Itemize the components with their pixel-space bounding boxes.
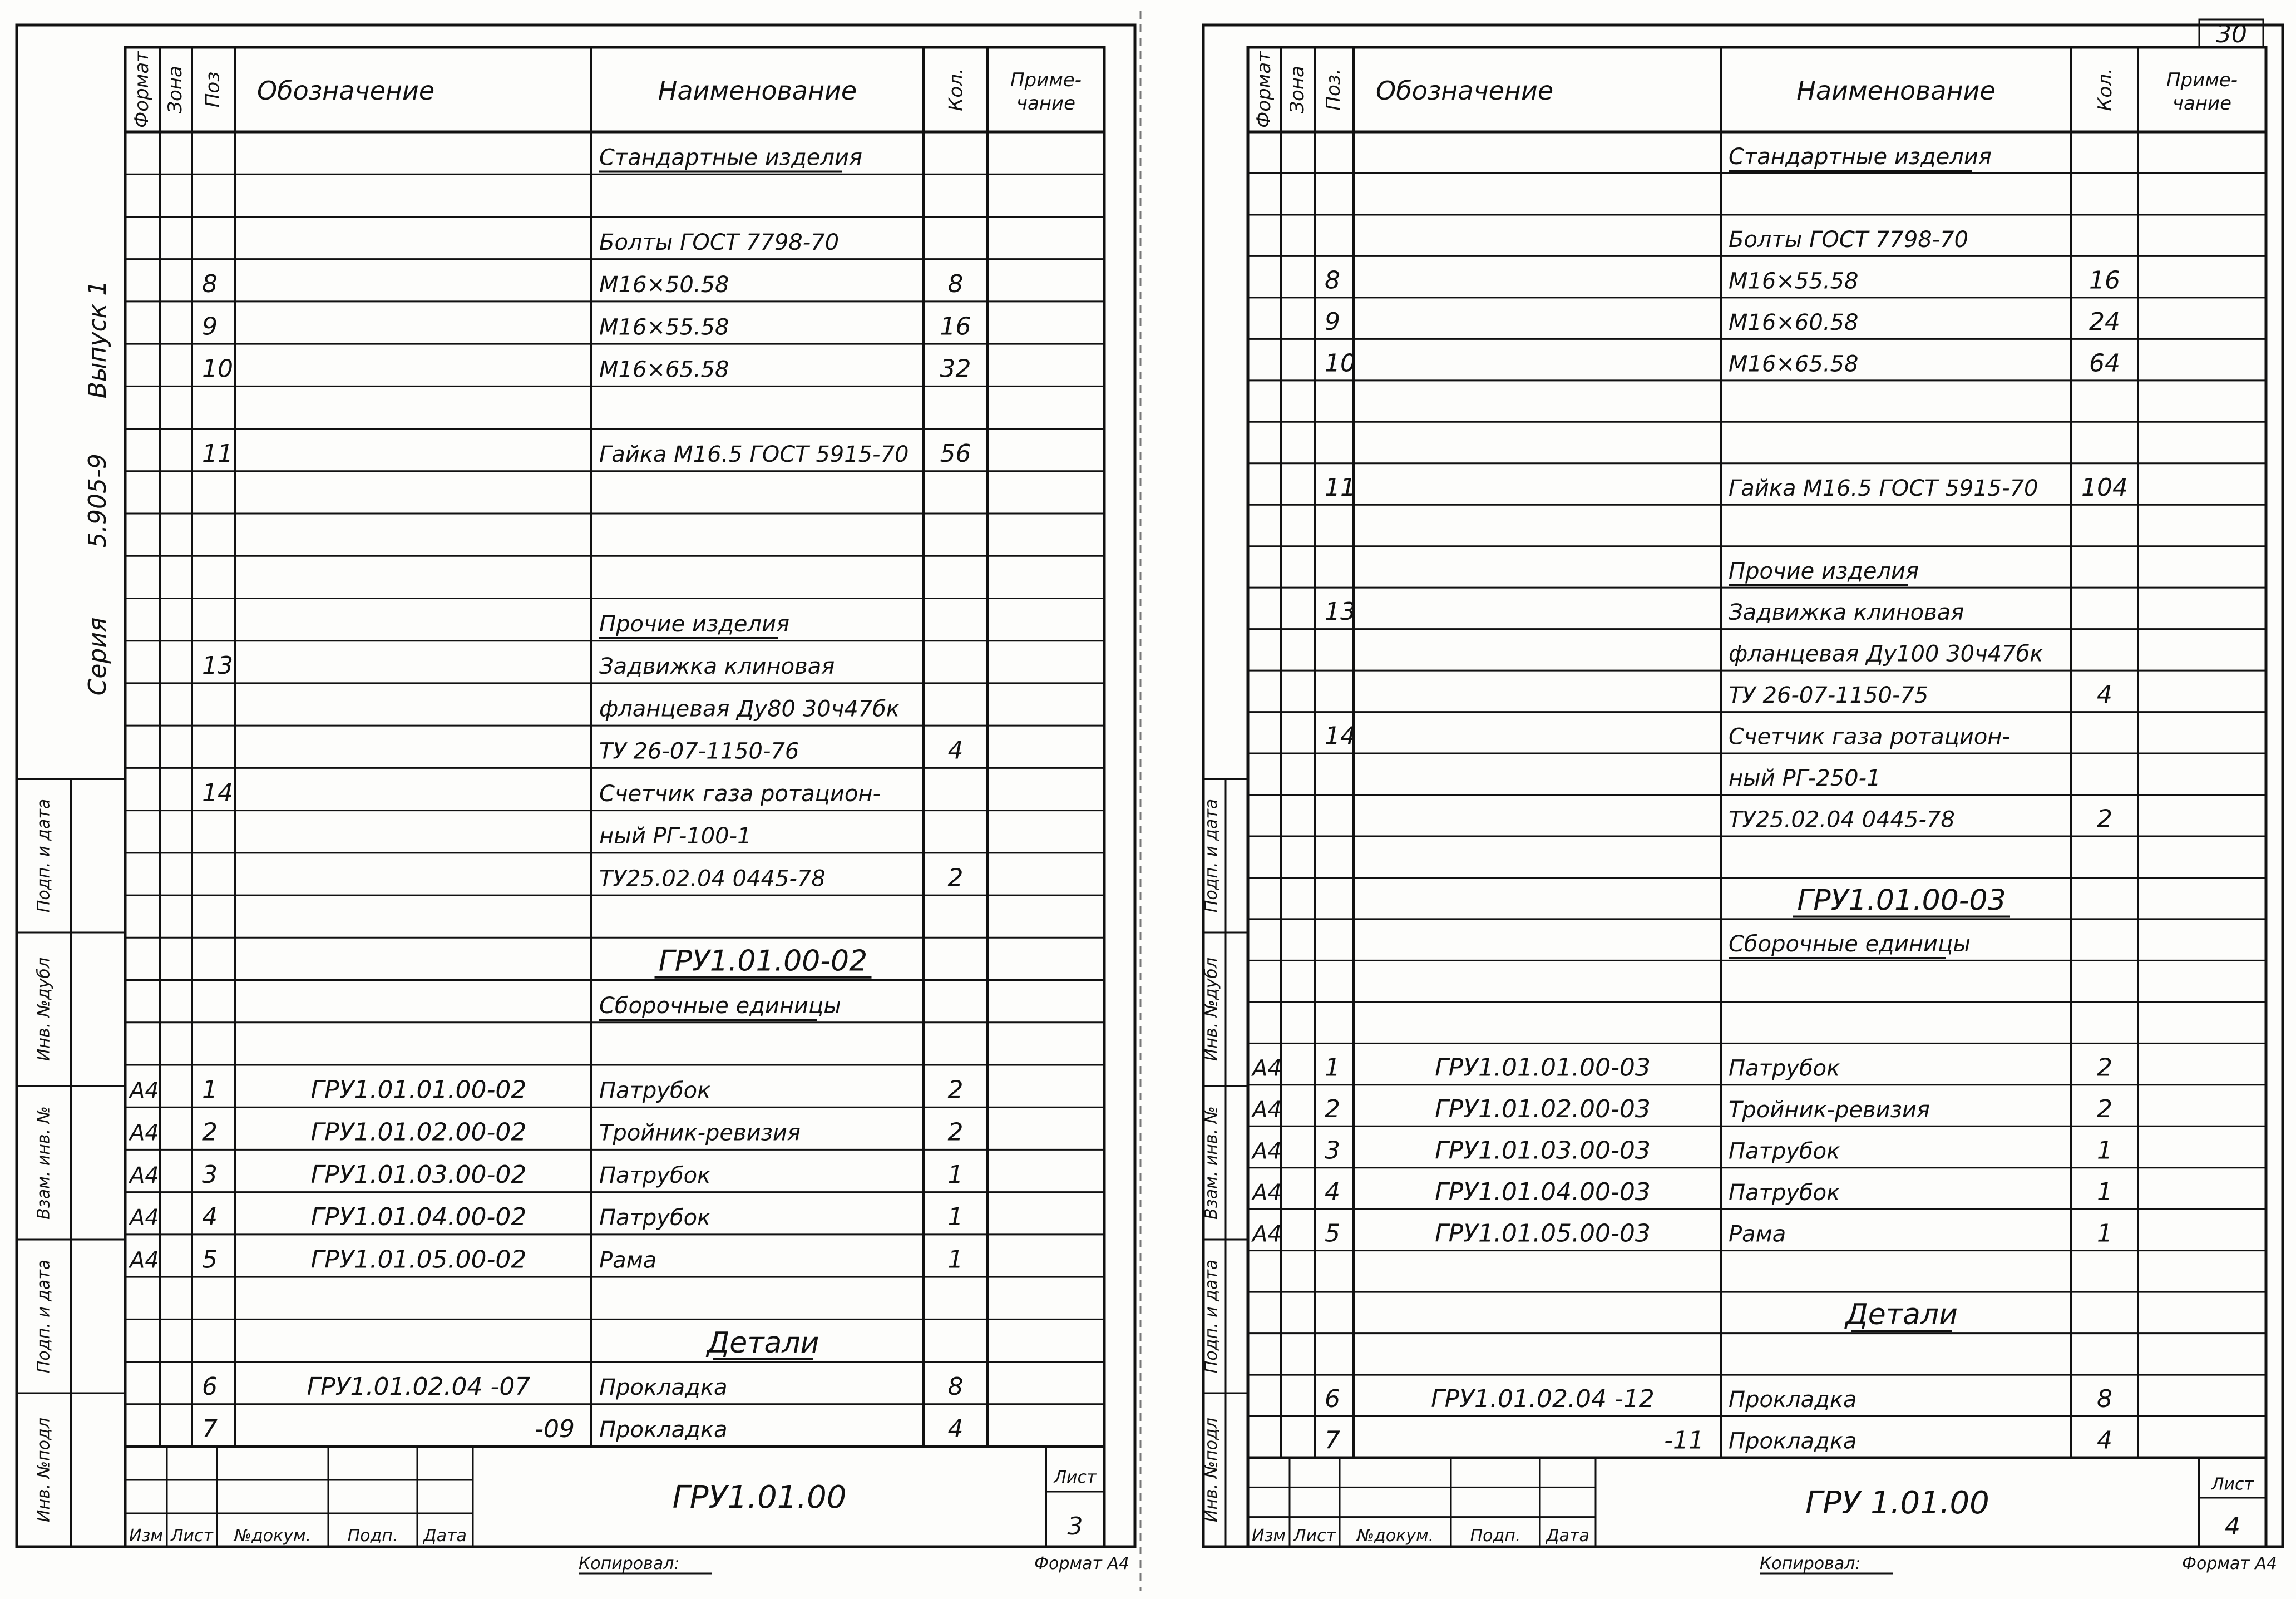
sheet-label: Лист [2211,1474,2254,1494]
row-name: Прокладка [1729,1387,1857,1413]
row-name: Задвижка клиновая [1729,600,1964,626]
header-note-2: чание [1016,92,1076,115]
row-position: 2 [1325,1094,1340,1123]
table-row [599,993,841,1020]
footer-copied: Копировал: [1760,1554,1861,1573]
row-position: 14 [1325,722,1356,751]
specification-sheet-4 [1148,0,2296,1599]
row-quantity: 16 [2089,266,2120,295]
row-name: Прокладка [599,1417,728,1443]
row-position: 7 [1325,1426,1340,1455]
row-name: М16×65.58 [1729,351,1859,377]
page-number: 30 [2216,20,2247,48]
table-row [599,696,900,722]
table-row [1325,266,2120,294]
header-note-1: Приме- [1010,69,1082,91]
row-position: 5 [202,1245,218,1274]
row-quantity: 1 [947,1203,964,1232]
table-row [1251,1219,2112,1247]
table-row [1325,473,2128,502]
row-quantity: 1 [2097,1219,2112,1248]
series-code: 5.905-9 [83,453,112,548]
row-position: 11 [202,440,233,468]
row-name: М16×50.58 [599,272,729,298]
side-stamp-label: Инв. №подл [1202,1418,1221,1522]
table-row [1729,227,1968,253]
row-name: Прочие изделия [1729,558,1919,584]
row-quantity: 56 [940,440,971,468]
title-column-label: Дата [1546,1526,1589,1546]
footer-copied: Копировал: [579,1554,680,1573]
table-row [1325,1385,2112,1413]
side-stamp-label: Подп. и дата [1202,1259,1221,1374]
row-name: Рама [1729,1221,1786,1247]
row-name: Детали [1845,1298,1958,1332]
table-row [1251,1053,2112,1082]
row-designation: ГРУ1.01.03.00-02 [310,1160,527,1189]
sheet-number: 4 [2225,1512,2240,1541]
row-name: Патрубок [1729,1055,1840,1082]
row-name: Сборочные единицы [599,993,841,1019]
header-note-1: Приме- [2166,69,2238,91]
header-name: Наименование [1796,76,1996,106]
table-row [202,779,881,807]
title-column-label: Изм [1251,1526,1286,1546]
table-row [1729,680,2112,709]
row-name: Патрубок [1729,1179,1840,1206]
row-name: фланцевая Ду100 30ч47бк [1729,641,2043,667]
row-name: Патрубок [599,1078,711,1104]
side-stamp-label: Подп. и дата [34,798,54,913]
table-row [202,440,971,468]
row-name: ТУ 26-07-1150-76 [599,738,799,764]
series-label [83,280,112,696]
row-name: Счетчик газа ротацион- [599,781,881,807]
row-position: 3 [1325,1136,1340,1165]
table-row [1729,931,1971,958]
row-format: А4 [1252,1055,1282,1082]
side-stamp-label: Подп. и дата [1202,798,1221,913]
row-name: Гайка М16.5 ГОСТ 5915-70 [1729,475,2038,501]
row-format: А4 [130,1078,159,1104]
row-name: фланцевая Ду80 30ч47бк [599,696,900,722]
table-row [1251,1136,2112,1164]
row-name: ГРУ1.01.00-03 [1797,884,2006,917]
table-row [599,863,964,892]
table-row [1251,1095,2112,1123]
table-row [1325,1427,2112,1455]
table-row [599,230,839,255]
header-zone: Зона [164,66,186,113]
series-issue: Выпуск 1 [83,280,112,399]
table-row [1844,1298,1958,1331]
row-position: 8 [1325,266,1340,295]
row-quantity: 2 [947,1075,964,1104]
title-column-label: Лист [170,1526,214,1546]
row-quantity: 2 [947,863,964,892]
document-code: ГРУ1.01.00 [672,1479,847,1516]
row-name: ТУ25.02.04 0445-78 [599,866,826,892]
row-position: 8 [202,270,218,299]
header-qty: Кол. [945,68,967,111]
title-column-label: №докум. [1356,1526,1434,1546]
table-row [202,355,971,383]
row-name: ГРУ1.01.00-02 [658,944,868,978]
header-qty: Кол. [2094,68,2116,111]
sheet-number: 3 [1067,1512,1083,1541]
row-position: 2 [202,1118,218,1147]
row-format: А4 [130,1162,159,1188]
row-name: М16×60.58 [1729,309,1859,335]
row-name: Тройник-ревизия [599,1120,801,1146]
row-designation: -11 [1664,1426,1704,1455]
row-name: Стандартные изделия [1729,144,1992,170]
row-position: 4 [1325,1177,1340,1206]
table-row [1325,308,2120,336]
row-position: 13 [202,652,233,680]
table-row [599,823,752,849]
side-stamp-label: Подп. и дата [34,1259,54,1374]
header-note-2: чание [2172,92,2232,115]
row-quantity: 1 [947,1160,964,1189]
row-name: Прокладка [1729,1428,1857,1454]
row-quantity: 8 [947,1373,964,1401]
row-name: М16×55.58 [1729,268,1859,294]
side-stamp-label: Инв. №подл [34,1418,54,1522]
row-position: 1 [202,1075,218,1104]
table-row [128,1118,964,1147]
header-format: Формат [1253,51,1275,128]
row-designation: ГРУ1.01.02.00-02 [310,1118,527,1147]
sheet-drawing [1148,0,2296,1599]
row-designation: ГРУ1.01.03.00-03 [1435,1136,1651,1165]
row-position: 4 [202,1203,218,1232]
row-quantity: 1 [947,1245,964,1274]
table-row [1729,641,2043,667]
row-position: 1 [1325,1053,1340,1082]
table-row [1729,559,1919,585]
table-row [128,1245,964,1274]
row-position: 3 [202,1160,218,1189]
table-row [128,1203,964,1231]
header-pos: Поз. [1322,68,1345,111]
table-row [599,611,789,638]
row-designation: ГРУ1.01.04.00-03 [1435,1177,1651,1206]
row-name: Сборочные единицы [1729,931,1971,957]
row-quantity: 8 [947,270,964,299]
row-position: 14 [202,778,233,807]
side-stamp-label: Взам. инв. № [1202,1106,1221,1220]
row-format: А4 [1252,1179,1282,1206]
row-position: 13 [1325,598,1356,626]
row-designation: -09 [535,1415,575,1444]
table-row [202,270,964,298]
row-name: Патрубок [599,1205,711,1231]
row-quantity: 1 [2097,1136,2112,1165]
row-name: ТУ 26-07-1150-75 [1729,683,1929,709]
title-column-label: Дата [423,1526,467,1546]
row-name: ТУ25.02.04 0445-78 [1729,807,1955,833]
title-column-label: Лист [1293,1526,1336,1546]
row-format: А4 [130,1247,159,1274]
document-code: ГРУ 1.01.00 [1805,1485,1989,1521]
title-column-label: Подп. [1470,1526,1521,1546]
table-row [1729,144,1992,171]
table-row [1325,598,1964,626]
row-position: 9 [202,312,218,341]
row-quantity: 4 [2097,680,2112,709]
table-row [202,652,835,680]
row-name: Гайка М16.5 ГОСТ 5915-70 [599,442,909,468]
header-designation: Обозначение [1376,76,1554,106]
title-column-label: Подп. [347,1526,398,1546]
table-row [1793,884,2010,917]
row-designation: ГРУ1.01.05.00-03 [1435,1219,1651,1248]
row-name: Рама [599,1247,657,1274]
row-quantity: 2 [2097,805,2112,833]
row-quantity: 4 [947,736,964,765]
table-row [202,1415,964,1443]
row-quantity: 104 [2081,473,2128,502]
header-pos: Поз [201,71,224,108]
row-quantity: 32 [940,354,971,383]
row-designation: ГРУ1.01.02.04 -07 [307,1373,531,1401]
row-designation: ГРУ1.01.02.04 -12 [1431,1385,1655,1414]
row-name: Прокладка [599,1375,728,1401]
row-quantity: 4 [947,1415,964,1444]
series-prefix: Серия [83,617,112,696]
table-row [202,312,971,340]
sheet-label: Лист [1054,1467,1097,1487]
header-designation: Обозначение [257,76,435,106]
row-name: М16×65.58 [599,357,729,383]
row-designation: ГРУ1.01.05.00-02 [310,1245,527,1274]
row-name: Прочие изделия [599,611,790,637]
row-quantity: 24 [2089,307,2120,336]
row-position: 10 [1325,349,1356,378]
side-stamp-label: Взам. инв. № [34,1106,54,1220]
row-designation: ГРУ1.01.01.00-03 [1435,1053,1651,1082]
row-name: Патрубок [599,1162,711,1188]
row-quantity: 64 [2089,349,2120,378]
table-row [1729,805,2112,833]
sheet-frame [17,25,1135,1547]
row-format: А4 [1252,1097,1282,1123]
row-position: 10 [202,354,233,383]
row-name: Болты ГОСТ 7798-70 [599,229,840,255]
row-name: ный РГ-250-1 [1729,766,1881,792]
footer-format: Формат А4 [1034,1554,1129,1573]
title-column-label: Изм [129,1526,164,1546]
row-position: 5 [1325,1219,1340,1248]
header-format: Формат [131,51,153,128]
row-format: А4 [130,1205,159,1231]
table-row [706,1326,819,1360]
side-stamp-label: Инв. №дубл [1202,957,1221,1062]
header-zone: Зона [1286,66,1309,113]
table-row [128,1161,964,1189]
row-designation: ГРУ1.01.04.00-02 [310,1203,527,1232]
side-stamp-label: Инв. №дубл [34,957,54,1062]
table-row [655,945,872,978]
row-quantity: 1 [2097,1177,2112,1206]
row-quantity: 8 [2097,1385,2112,1414]
table-row [1729,766,1881,791]
row-quantity: 2 [947,1118,964,1147]
table-row [1251,1178,2112,1206]
row-name: Счетчик газа ротацион- [1729,724,2010,750]
row-quantity: 16 [940,312,971,341]
row-quantity: 2 [2097,1094,2112,1123]
table-row [599,737,964,765]
table-row [1325,722,2010,751]
row-name: Патрубок [1729,1138,1840,1164]
row-format: А4 [1252,1221,1282,1247]
table-row [202,1373,964,1401]
row-position: 6 [202,1373,218,1401]
row-position: 7 [202,1415,218,1444]
row-name: Болты ГОСТ 7798-70 [1729,227,1969,253]
row-name: Детали [707,1326,819,1360]
row-name: М16×55.58 [599,314,729,340]
title-column-label: №докум. [234,1526,312,1546]
row-name: ный РГ-100-1 [599,823,752,850]
row-designation: ГРУ1.01.01.00-02 [310,1075,527,1104]
row-format: А4 [1252,1138,1282,1164]
table-row [1325,349,2120,377]
table-row [599,145,862,171]
row-format: А4 [130,1120,159,1146]
row-quantity: 2 [2097,1053,2112,1082]
row-position: 11 [1325,473,1356,502]
header-name: Наименование [658,76,857,106]
row-name: Стандартные изделия [599,145,862,171]
row-quantity: 4 [2097,1426,2112,1455]
row-name: Задвижка клиновая [599,654,835,680]
row-designation: ГРУ1.01.02.00-03 [1435,1094,1651,1123]
table-row [128,1075,964,1104]
row-position: 9 [1325,307,1340,336]
row-name: Тройник-ревизия [1729,1097,1930,1123]
row-position: 6 [1325,1385,1340,1414]
footer-format: Формат А4 [2182,1554,2277,1573]
